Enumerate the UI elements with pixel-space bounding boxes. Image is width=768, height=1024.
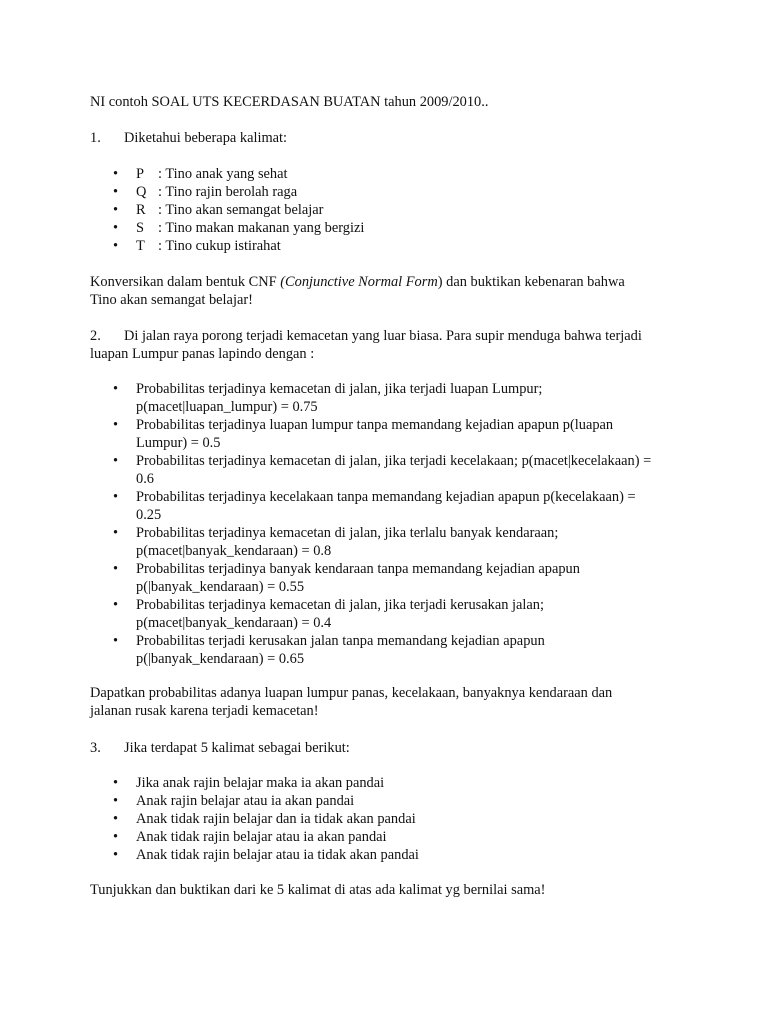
list-item-line-1: • Probabilitas terjadinya kemacetan di jalan, jika terjadi kecelakaan; p(macet|kecelakaan) =	[136, 453, 652, 469]
question-2-task-line-1: Dapatkan probabilitas adanya luapan lumpur panas, kecelakaan, banyaknya kendaraan dan	[90, 685, 613, 701]
list-item	[90, 219, 676, 237]
list-item-line-1: • Probabilitas terjadinya kemacetan di jalan, jika terjadi kerusakan jalan;	[136, 597, 544, 613]
question-1-task-italic: (Conjunctive Normal Form	[280, 274, 438, 290]
question-2-intro-line-1: Di jalan raya porong terjadi kemacetan yang luar biasa. Para supir menduga bahwa terjadi	[124, 328, 642, 344]
question-1-task	[90, 273, 676, 309]
statement-text: : Tino rajin berolah raga	[158, 184, 298, 200]
question-3-sentence-list	[90, 774, 676, 864]
list-item-line-2: p(macet|banyak_kendaraan) = 0.4	[136, 615, 332, 631]
list-item	[90, 165, 676, 183]
list-item	[90, 632, 676, 668]
list-item: • Anak rajin belajar atau ia akan pandai	[90, 792, 676, 810]
statement-text: : Tino akan semangat belajar	[158, 202, 324, 218]
list-item-line-1: • Probabilitas terjadinya kecelakaan tanpa memandang kejadian apapun p(kecelakaan) =	[136, 489, 636, 505]
list-item-line-2: p(|banyak_kendaraan) = 0.55	[136, 579, 305, 595]
list-item: • Anak tidak rajin belajar atau ia akan pandai	[90, 828, 676, 846]
question-2-number: 2.	[90, 328, 101, 344]
list-item: • Jika anak rajin belajar maka ia akan pandai	[90, 774, 676, 792]
question-1-task-text-end: ) dan buktikan kebenaran bahwa	[437, 274, 625, 290]
list-item	[90, 452, 676, 488]
question-3-task: Tunjukkan dan buktikan dari ke 5 kalimat di atas ada kalimat yg bernilai sama!	[90, 882, 546, 898]
document-title: NI contoh SOAL UTS KECERDASAN BUATAN tahun 2009/2010..	[90, 94, 489, 110]
list-item	[90, 488, 676, 524]
list-item-line-1: • Probabilitas terjadinya kemacetan di jalan, jika terlalu banyak kendaraan;	[136, 525, 559, 541]
statement-key: Q	[136, 184, 147, 200]
statement-key: S	[136, 220, 145, 236]
question-3-intro	[90, 739, 676, 757]
question-3-intro-text: Jika terdapat 5 kalimat sebagai berikut:	[124, 740, 350, 756]
list-item	[90, 596, 676, 632]
question-1-intro	[90, 129, 676, 147]
list-item-line-2: Lumpur) = 0.5	[136, 435, 221, 451]
question-1-number: 1.	[90, 130, 101, 146]
list-item-line-1: • Probabilitas terjadi kerusakan jalan tanpa memandang kejadian apapun	[136, 633, 545, 649]
question-2-task-line-2: jalanan rusak karena terjadi kemacetan!	[90, 703, 319, 719]
statement-text: : Tino makan makanan yang bergizi	[158, 220, 365, 236]
list-item	[90, 201, 676, 219]
list-item-line-1: • Probabilitas terjadinya kemacetan di jalan, jika terjadi luapan Lumpur;	[136, 381, 543, 397]
list-item-line-2: 0.6	[136, 471, 154, 487]
statement-key: P	[136, 166, 145, 182]
question-2-intro	[90, 327, 676, 363]
question-1-statement-list	[90, 165, 676, 255]
statement-key: T	[136, 238, 145, 254]
list-item-line-2: p(macet|banyak_kendaraan) = 0.8	[136, 543, 332, 559]
list-item	[90, 416, 676, 452]
question-1-task-line-2: Tino akan semangat belajar!	[90, 292, 253, 308]
list-item: • Anak tidak rajin belajar dan ia tidak akan pandai	[90, 810, 676, 828]
list-item-line-2: 0.25	[136, 507, 162, 523]
list-item-line-2: p(|banyak_kendaraan) = 0.65	[136, 651, 305, 667]
question-2-probability-list	[90, 380, 676, 668]
statement-key: R	[136, 202, 146, 218]
list-item	[90, 560, 676, 596]
statement-text: : Tino anak yang sehat	[158, 166, 288, 182]
list-item: • Anak tidak rajin belajar atau ia tidak akan pandai	[90, 846, 676, 864]
list-item	[90, 524, 676, 560]
list-item-line-2: p(macet|luapan_lumpur) = 0.75	[136, 399, 318, 415]
statement-text: : Tino cukup istirahat	[158, 238, 281, 254]
list-item-line-1: • Probabilitas terjadinya luapan lumpur tanpa memandang kejadian apapun p(luapan	[136, 417, 614, 433]
list-item-line-1: • Probabilitas terjadinya banyak kendaraan tanpa memandang kejadian apapun	[136, 561, 580, 577]
question-2-intro-line-2: luapan Lumpur panas lapindo dengan :	[90, 346, 315, 362]
question-2-task	[90, 684, 676, 720]
list-item	[90, 237, 676, 255]
question-3-number: 3.	[90, 740, 101, 756]
list-item	[90, 183, 676, 201]
question-1-intro-text: Diketahui beberapa kalimat:	[124, 130, 288, 146]
question-1-task-text: Konversikan dalam bentuk CNF	[90, 274, 281, 290]
list-item	[90, 380, 676, 416]
